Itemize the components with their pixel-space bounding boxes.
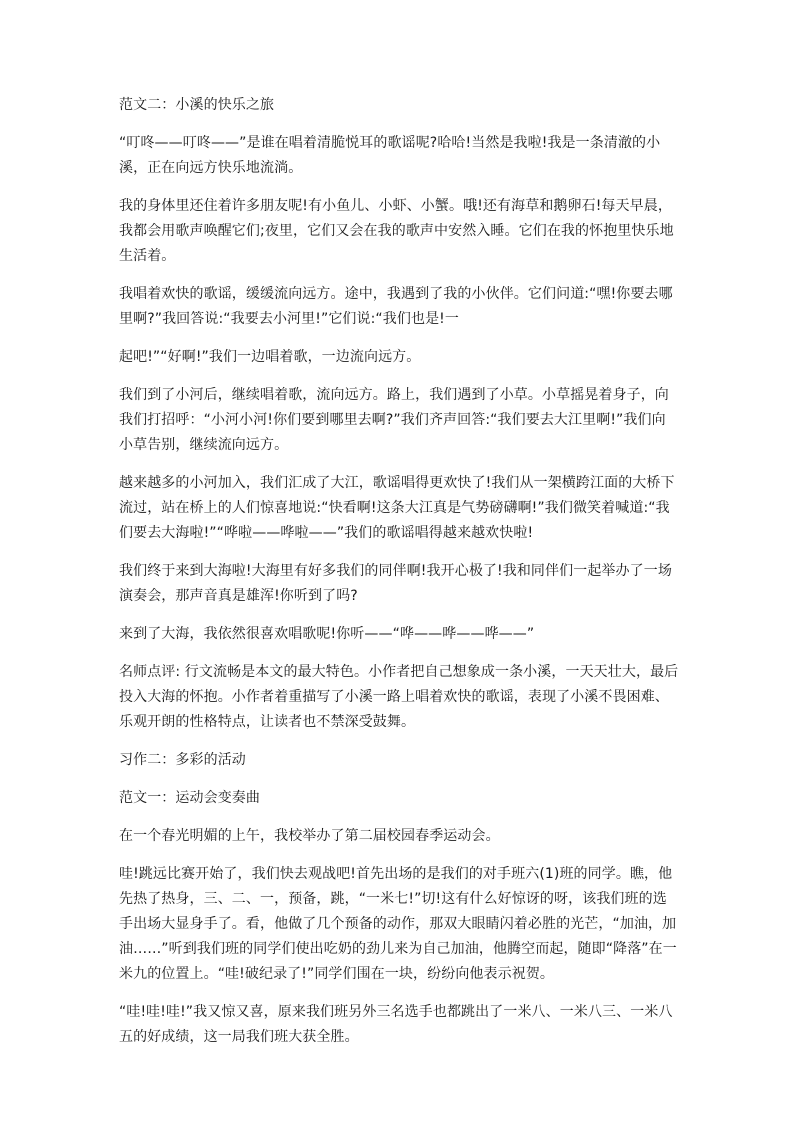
paragraph: 我的身体里还住着许多朋友呢!有小鱼儿、小虾、小蟹。哦!还有海草和鹅卵石!每天早晨，我都会用歌声唤醒它们;夜里，它们又会在我的歌声中安然入睡。它们在我的怀抱里快乐地生活着。	[119, 198, 674, 264]
paragraph: 越来越多的小河加入，我们汇成了大江，歌谣唱得更欢快了!我们从一架横跨江面的大桥下流过，站在桥上的人们惊喜地说:“快看啊!这条大江真是气势磅礴啊!”我们微笑着喊道:“我们要去大海啦!”“哗啦——哗啦——”我们的歌谣唱得越来越欢快啦!	[119, 475, 675, 541]
paragraph: 我们到了小河后，继续唱着歌，流向远方。路上，我们遇到了小草。小草摇晃着身子，向我们打招呼：“小河小河!你们要到哪里去啊?”我们齐声回答:“我们要去大江里啊!”我们向小草告别，继续流向远方。	[119, 387, 669, 453]
paragraph: 我们终于来到大海啦!大海里有好多我们的同伴啊!我开心极了!我和同伴们一起举办了一场演奏会，那声音真是雄浑!你听到了吗?	[119, 563, 672, 604]
paragraph: 起吧!”“好啊!”我们一边唱着歌，一边流向远方。	[119, 349, 421, 365]
paragraph: “叮咚——叮咚——”是谁在唱着清脆悦耳的歌谣呢?哈哈!当然是我啦!我是一条清澈的小溪，正在向远方快乐地流淌。	[119, 135, 661, 176]
paragraph: 来到了大海，我依然很喜欢唱歌呢!你听——“哗——哗——哗——”	[119, 626, 535, 642]
section-heading: 习作二：多彩的活动	[119, 752, 246, 768]
paragraph: 哇!跳远比赛开始了，我们快去观战吧!首先出场的是我们的对手班六(1)班的同学。瞧，他先热了热身，三、二、一，预备，跳，“一米七!”切!这有什么好惊讶的呀，该我们班的选手出场大显身手了。看，他做了几个预备的动作，那双大眼睛闪着必胜的光芒，“加油，加油……”听到我们班的同学们使出吃奶的劲儿来为自己加油，他腾空而起，随即“降落”在一米九的位置上。“哇!破纪录了!”同学们围在一块，纷纷向他表示祝贺。	[119, 866, 677, 982]
section-heading: 范文二：小溪的快乐之旅	[119, 97, 275, 113]
section-heading: 范文一：运动会变奏曲	[119, 790, 260, 806]
teacher-comment: 名师点评: 行文流畅是本文的最大特色。小作者把自己想象成一条小溪，一天天壮大，最后投入大海的怀抱。小作者着重描写了小溪一路上唱着欢快的歌谣，表现了小溪不畏困难、乐观开朗的性格特点，让读者也不禁深受鼓舞。	[119, 664, 679, 730]
document-body	[119, 93, 679, 1063]
paragraph: 我唱着欢快的歌谣，缓缓流向远方。途中，我遇到了我的小伙伴。它们问道:“嘿!你要去哪里啊?”我回答说:“我要去小河里!”它们说:“我们也是!一	[119, 286, 673, 327]
paragraph: 在一个春光明媚的上午，我校举办了第二届校园春季运动会。	[119, 828, 500, 844]
paragraph: “哇!哇!哇!”我又惊又喜，原来我们班另外三名选手也都跳出了一米八、一米八三、一米八五的好成绩，这一局我们班大获全胜。	[119, 1004, 673, 1045]
